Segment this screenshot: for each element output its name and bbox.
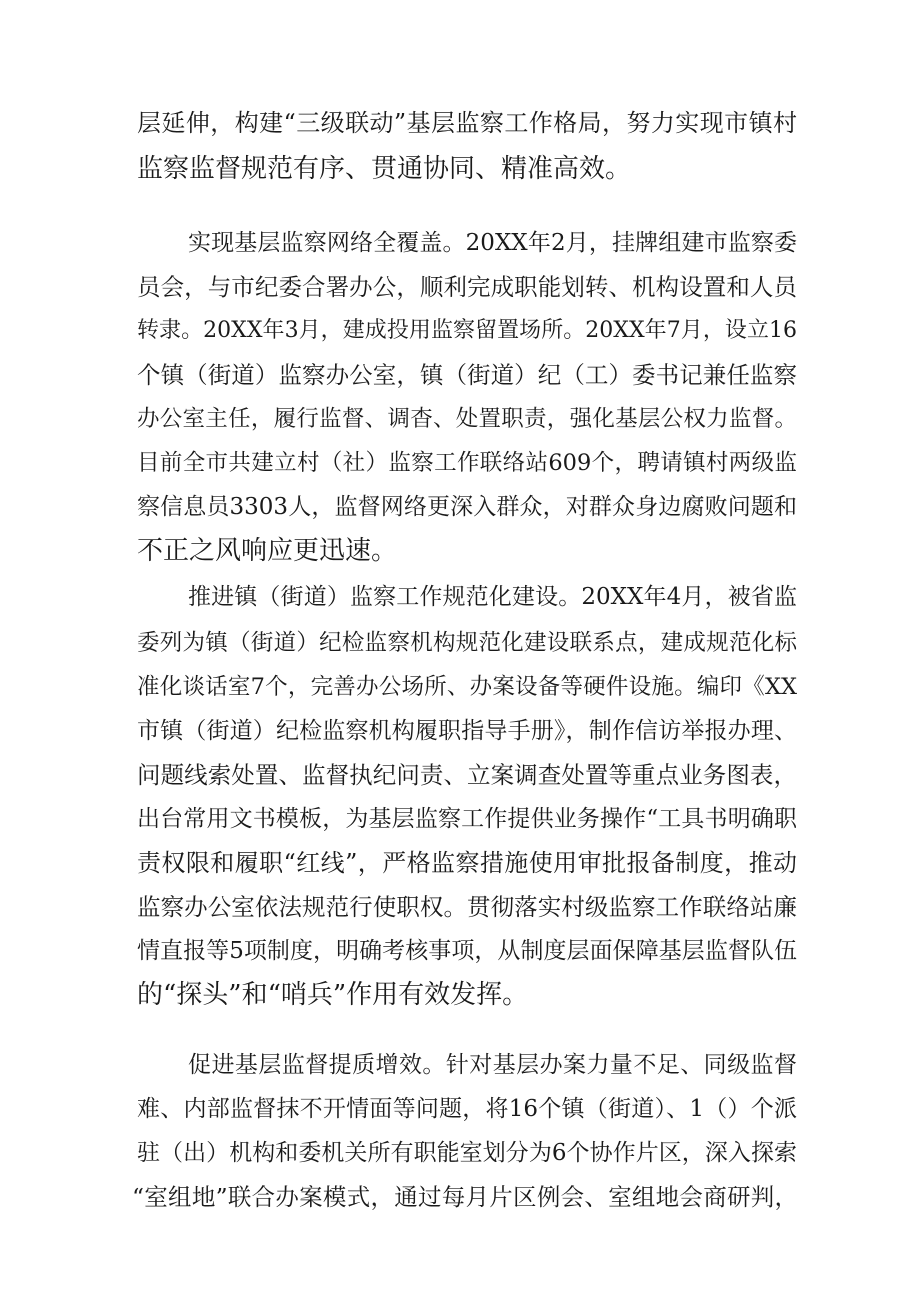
paragraph-line: 实现基层监察网络全覆盖。20XX年2月，挂牌组建市监察委 — [188, 230, 797, 256]
paragraph-line: 办公室主任，履行监督、调杳、处置职责，强化基层公权力监督。 — [137, 406, 797, 432]
paragraph-line: 目前全市共建立村（社）监察工作联络站609个，聘请镇村两级监 — [137, 450, 797, 476]
paragraph-line: 市镇（街道）纪检监察机构履职指导手册》，制作信访举报办理、 — [137, 718, 797, 744]
paragraph-line: 层延伸，构建“三级联动”基层监察工作格局，努力实现市镇村 — [137, 109, 797, 137]
paragraph-line: 监察办公室依法规范行使职权。贯彻落实村级监察工作联络站廉 — [137, 893, 797, 921]
paragraph-line: 难、内部监督抹不开情面等问题，将16个镇（街道）、1（）个派 — [137, 1096, 797, 1122]
paragraph-line: 转隶。20XX年3月，建成投用监察留置场所。20XX年7月，设立16 — [137, 318, 797, 343]
paragraph-line: 推进镇（街道）监察工作规范化建设。20XX年4月，被省监 — [188, 584, 797, 610]
paragraph-line: 员会，与市纪委合署办公，顺利完成职能划转、机构设置和人员 — [137, 273, 797, 301]
paragraph-line: 情直报等5项制度，明确考核事项，从制度层面保障基层监督队伍 — [137, 938, 797, 964]
paragraph-line: 责权限和履职“红线”，严格监察措施使用审批报备制度，推动 — [137, 849, 797, 877]
paragraph-line: 出台常用文书模板，为基层监察工作提供业务操作“工具书明确职 — [137, 806, 797, 832]
paragraph-line: 监察监督规范有序、贯通协同、精准高效。 — [137, 154, 632, 184]
paragraph-line: 驻（出）机构和委机关所有职能室划分为6个协作片区，深入探索 — [137, 1140, 797, 1166]
paragraph-line: 不正之风响应更迅速。 — [137, 536, 398, 566]
paragraph-line: 委列为镇（街道）纪检监察机构规范化建设联系点，建成规范化标 — [137, 630, 797, 656]
paragraph-line: 促进基层监督提质增效。针对基层办案力量不足、同级监督 — [188, 1052, 797, 1078]
paragraph-line: “室组地”联合办案模式，通过每月片区例会、室组地会商研判， — [132, 1183, 798, 1211]
paragraph-line: 个镇（街道）监察办公室，镇（街道）纪（工）委书记兼任监察 — [137, 361, 797, 389]
paragraph-line: 察信息员3303人，监督网络更深入群众，对群众身边腐败问题和 — [137, 494, 797, 520]
paragraph-line: 准化谈话室7个，完善办公场所、办案设备等硬件设施。编印《XX — [137, 674, 797, 700]
paragraph-line: 的“探头”和“哨兵”作用有效发挥。 — [137, 980, 529, 1010]
paragraph-line: 问题线索处置、监督执纪问责、立案调查处置等重点业务图表， — [137, 761, 797, 789]
